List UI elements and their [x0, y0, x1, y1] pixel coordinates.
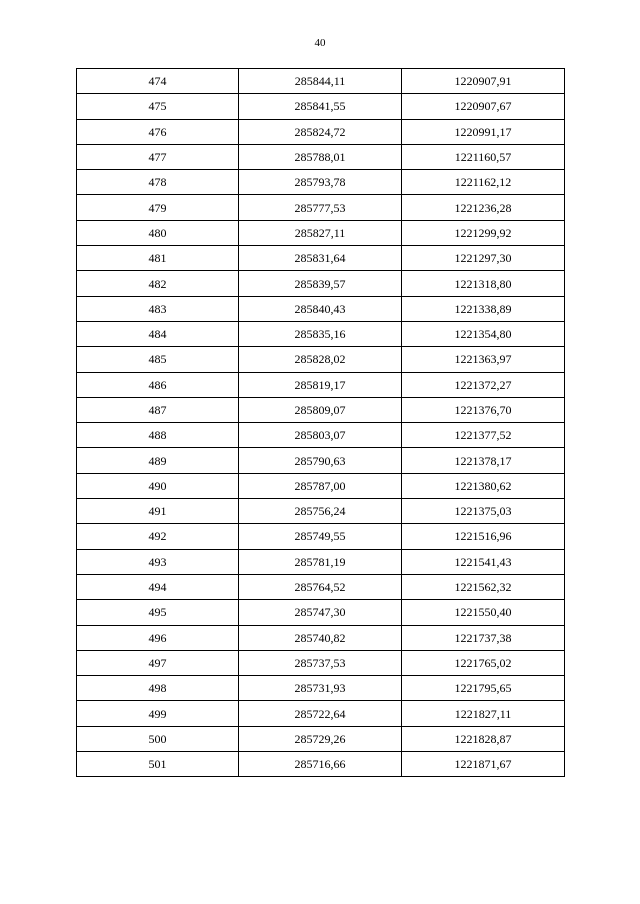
y-coordinate-cell: 1221871,67 [402, 752, 565, 777]
y-coordinate-cell: 1221795,65 [402, 676, 565, 701]
y-coordinate-cell: 1221375,03 [402, 499, 565, 524]
point-number-cell: 498 [77, 676, 239, 701]
y-coordinate-cell: 1221541,43 [402, 549, 565, 574]
x-coordinate-cell: 285824,72 [239, 119, 402, 144]
x-coordinate-cell: 285731,93 [239, 676, 402, 701]
x-coordinate-cell: 285788,01 [239, 144, 402, 169]
point-number-cell: 496 [77, 625, 239, 650]
table-row [77, 752, 565, 777]
x-coordinate-cell: 285722,64 [239, 701, 402, 726]
table-row [77, 94, 565, 119]
point-number-cell: 475 [77, 94, 239, 119]
table-row [77, 676, 565, 701]
table-row [77, 473, 565, 498]
table-row [77, 296, 565, 321]
table-row [77, 574, 565, 599]
point-number-cell: 478 [77, 170, 239, 195]
y-coordinate-cell: 1221377,52 [402, 423, 565, 448]
x-coordinate-cell: 285831,64 [239, 246, 402, 271]
x-coordinate-cell: 285835,16 [239, 321, 402, 346]
point-number-cell: 499 [77, 701, 239, 726]
point-number-cell: 495 [77, 600, 239, 625]
y-coordinate-cell: 1221378,17 [402, 448, 565, 473]
table-row [77, 321, 565, 346]
x-coordinate-cell: 285787,00 [239, 473, 402, 498]
x-coordinate-cell: 285809,07 [239, 397, 402, 422]
x-coordinate-cell: 285839,57 [239, 271, 402, 296]
y-coordinate-cell: 1221562,32 [402, 574, 565, 599]
y-coordinate-cell: 1221380,62 [402, 473, 565, 498]
point-number-cell: 488 [77, 423, 239, 448]
y-coordinate-cell: 1221338,89 [402, 296, 565, 321]
point-number-cell: 500 [77, 726, 239, 751]
coordinates-table-body [77, 69, 565, 777]
table-row [77, 144, 565, 169]
point-number-cell: 484 [77, 321, 239, 346]
y-coordinate-cell: 1221160,57 [402, 144, 565, 169]
table-row [77, 549, 565, 574]
x-coordinate-cell: 285740,82 [239, 625, 402, 650]
point-number-cell: 491 [77, 499, 239, 524]
x-coordinate-cell: 285756,24 [239, 499, 402, 524]
point-number-cell: 497 [77, 650, 239, 675]
y-coordinate-cell: 1220991,17 [402, 119, 565, 144]
table-row [77, 524, 565, 549]
coordinates-table [76, 68, 565, 777]
x-coordinate-cell: 285749,55 [239, 524, 402, 549]
y-coordinate-cell: 1221354,80 [402, 321, 565, 346]
point-number-cell: 477 [77, 144, 239, 169]
point-number-cell: 490 [77, 473, 239, 498]
x-coordinate-cell: 285777,53 [239, 195, 402, 220]
table-row [77, 246, 565, 271]
point-number-cell: 485 [77, 347, 239, 372]
y-coordinate-cell: 1221363,97 [402, 347, 565, 372]
x-coordinate-cell: 285764,52 [239, 574, 402, 599]
table-row [77, 271, 565, 296]
table-row [77, 195, 565, 220]
x-coordinate-cell: 285841,55 [239, 94, 402, 119]
point-number-cell: 474 [77, 69, 239, 94]
y-coordinate-cell: 1221372,27 [402, 372, 565, 397]
table-row [77, 397, 565, 422]
y-coordinate-cell: 1221376,70 [402, 397, 565, 422]
point-number-cell: 501 [77, 752, 239, 777]
table-row [77, 650, 565, 675]
table-row [77, 499, 565, 524]
x-coordinate-cell: 285828,02 [239, 347, 402, 372]
x-coordinate-cell: 285840,43 [239, 296, 402, 321]
y-coordinate-cell: 1221550,40 [402, 600, 565, 625]
point-number-cell: 479 [77, 195, 239, 220]
point-number-cell: 476 [77, 119, 239, 144]
point-number-cell: 486 [77, 372, 239, 397]
y-coordinate-cell: 1221299,92 [402, 220, 565, 245]
y-coordinate-cell: 1220907,67 [402, 94, 565, 119]
point-number-cell: 483 [77, 296, 239, 321]
table-row [77, 726, 565, 751]
table-row [77, 170, 565, 195]
x-coordinate-cell: 285793,78 [239, 170, 402, 195]
y-coordinate-cell: 1221828,87 [402, 726, 565, 751]
point-number-cell: 487 [77, 397, 239, 422]
y-coordinate-cell: 1221236,28 [402, 195, 565, 220]
point-number-cell: 480 [77, 220, 239, 245]
y-coordinate-cell: 1221318,80 [402, 271, 565, 296]
point-number-cell: 489 [77, 448, 239, 473]
y-coordinate-cell: 1220907,91 [402, 69, 565, 94]
page-number: 40 [314, 37, 326, 49]
y-coordinate-cell: 1221516,96 [402, 524, 565, 549]
point-number-cell: 481 [77, 246, 239, 271]
y-coordinate-cell: 1221297,30 [402, 246, 565, 271]
x-coordinate-cell: 285790,63 [239, 448, 402, 473]
table-row [77, 119, 565, 144]
table-row [77, 347, 565, 372]
y-coordinate-cell: 1221162,12 [402, 170, 565, 195]
x-coordinate-cell: 285729,26 [239, 726, 402, 751]
table-row [77, 701, 565, 726]
point-number-cell: 494 [77, 574, 239, 599]
x-coordinate-cell: 285781,19 [239, 549, 402, 574]
x-coordinate-cell: 285747,30 [239, 600, 402, 625]
table-row [77, 625, 565, 650]
x-coordinate-cell: 285819,17 [239, 372, 402, 397]
y-coordinate-cell: 1221827,11 [402, 701, 565, 726]
table-row [77, 448, 565, 473]
point-number-cell: 482 [77, 271, 239, 296]
table-row [77, 220, 565, 245]
table-row [77, 600, 565, 625]
x-coordinate-cell: 285844,11 [239, 69, 402, 94]
point-number-cell: 493 [77, 549, 239, 574]
x-coordinate-cell: 285716,66 [239, 752, 402, 777]
table-row [77, 423, 565, 448]
point-number-cell: 492 [77, 524, 239, 549]
x-coordinate-cell: 285803,07 [239, 423, 402, 448]
x-coordinate-cell: 285827,11 [239, 220, 402, 245]
y-coordinate-cell: 1221737,38 [402, 625, 565, 650]
y-coordinate-cell: 1221765,02 [402, 650, 565, 675]
table-row [77, 372, 565, 397]
x-coordinate-cell: 285737,53 [239, 650, 402, 675]
table-row [77, 69, 565, 94]
